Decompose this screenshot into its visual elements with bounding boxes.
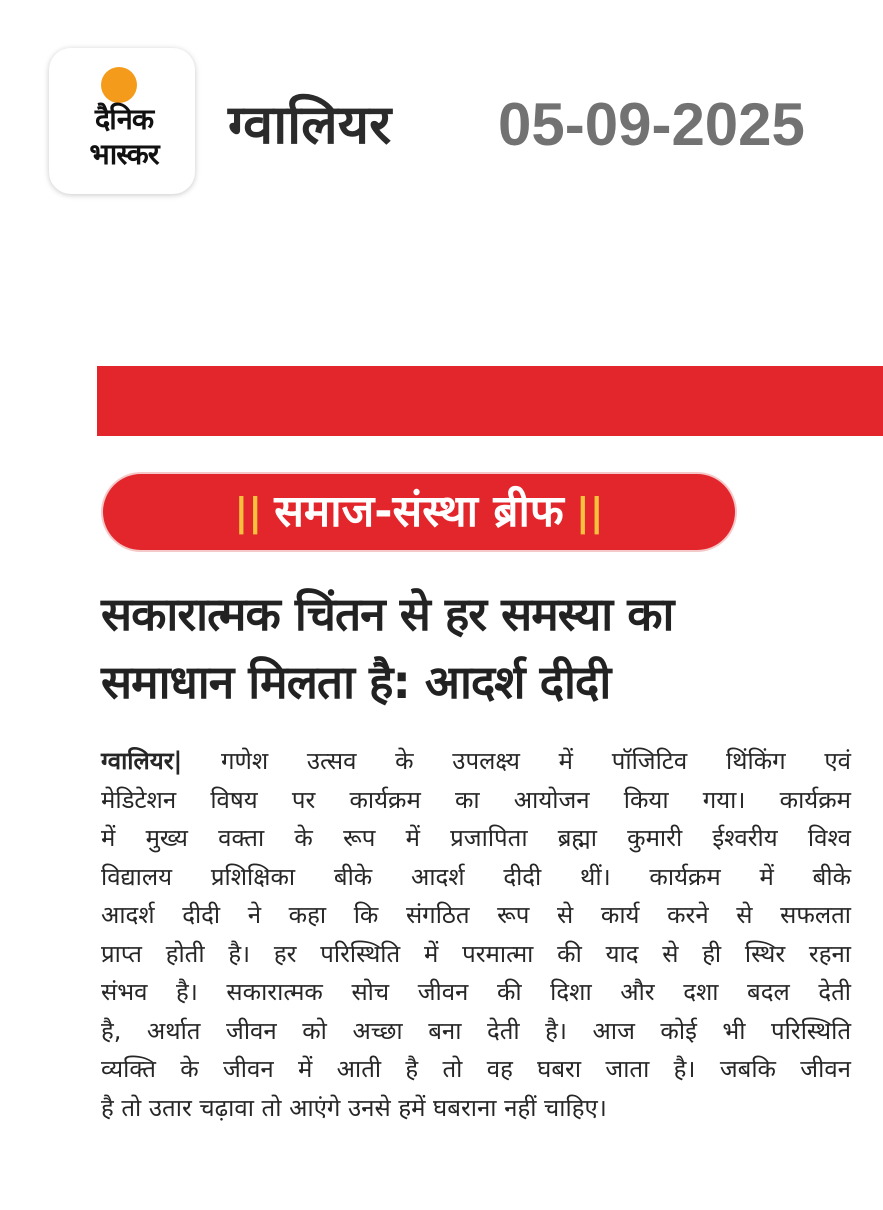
body-line: प्राप्त होती है। हर परिस्थिति में परमात्मा की याद से ही स्थिर रहना: [101, 939, 851, 968]
logo-sun-icon: [101, 67, 137, 103]
headline-line-1: सकारात्मक चिंतन से हर समस्या का: [101, 587, 674, 641]
newspaper-clipping: [97, 362, 883, 1210]
body-line: विद्यालय प्रशिक्षिका बीके आदर्श दीदी थीं। कार्यक्रम में बीके: [101, 862, 851, 891]
logo-text-line1: दैनिक: [94, 102, 154, 136]
headline-line-2: समाधान मिलता है: आदर्श दीदी: [101, 655, 611, 709]
body-line: संभव है। सकारात्मक सोच जीवन की दिशा और दशा बदल देती: [101, 978, 851, 1006]
body-line: ग्वालियर| गणेश उत्सव के उपलक्ष्य में पॉजिटिव थिंकिंग एवं: [101, 747, 851, 775]
article-headline: [101, 580, 861, 716]
body-line: व्यक्ति के जीवन में आती है तो वह घबरा जाता है। जबकि जीवन: [101, 1055, 851, 1083]
section-bars-left: ||: [234, 490, 263, 534]
article-body: [101, 742, 851, 1127]
red-header-band: [97, 366, 883, 436]
body-line: में मुख्य वक्ता के रूप में प्रजापिता ब्रह्मा कुमारी ईश्वरीय विश्व: [101, 824, 851, 852]
article-dateline: ग्वालियर|: [101, 747, 183, 775]
section-bars-right: ||: [575, 490, 604, 534]
app-header: [0, 0, 883, 240]
edition-city: ग्वालियर: [228, 93, 392, 156]
logo-text-line2: भास्कर: [89, 137, 159, 171]
body-line: आदर्श दीदी ने कहा कि संगठित रूप से कार्य करने से सफलता: [101, 901, 851, 929]
body-line: है, अर्थात जीवन को अच्छा बना देती है। आज कोई भी परिस्थिति: [101, 1016, 851, 1045]
body-line: है तो उतार चढ़ावा तो आएंगे उनसे हमें घबराना नहीं चाहिए।: [101, 1093, 607, 1122]
edition-date: 05-09-2025: [498, 91, 805, 158]
section-label-pill: [103, 474, 735, 550]
section-label: समाज-संस्था ब्रीफ: [274, 486, 564, 537]
body-line: मेडिटेशन विषय पर कार्यक्रम का आयोजन किया गया। कार्यक्रम: [101, 785, 851, 814]
